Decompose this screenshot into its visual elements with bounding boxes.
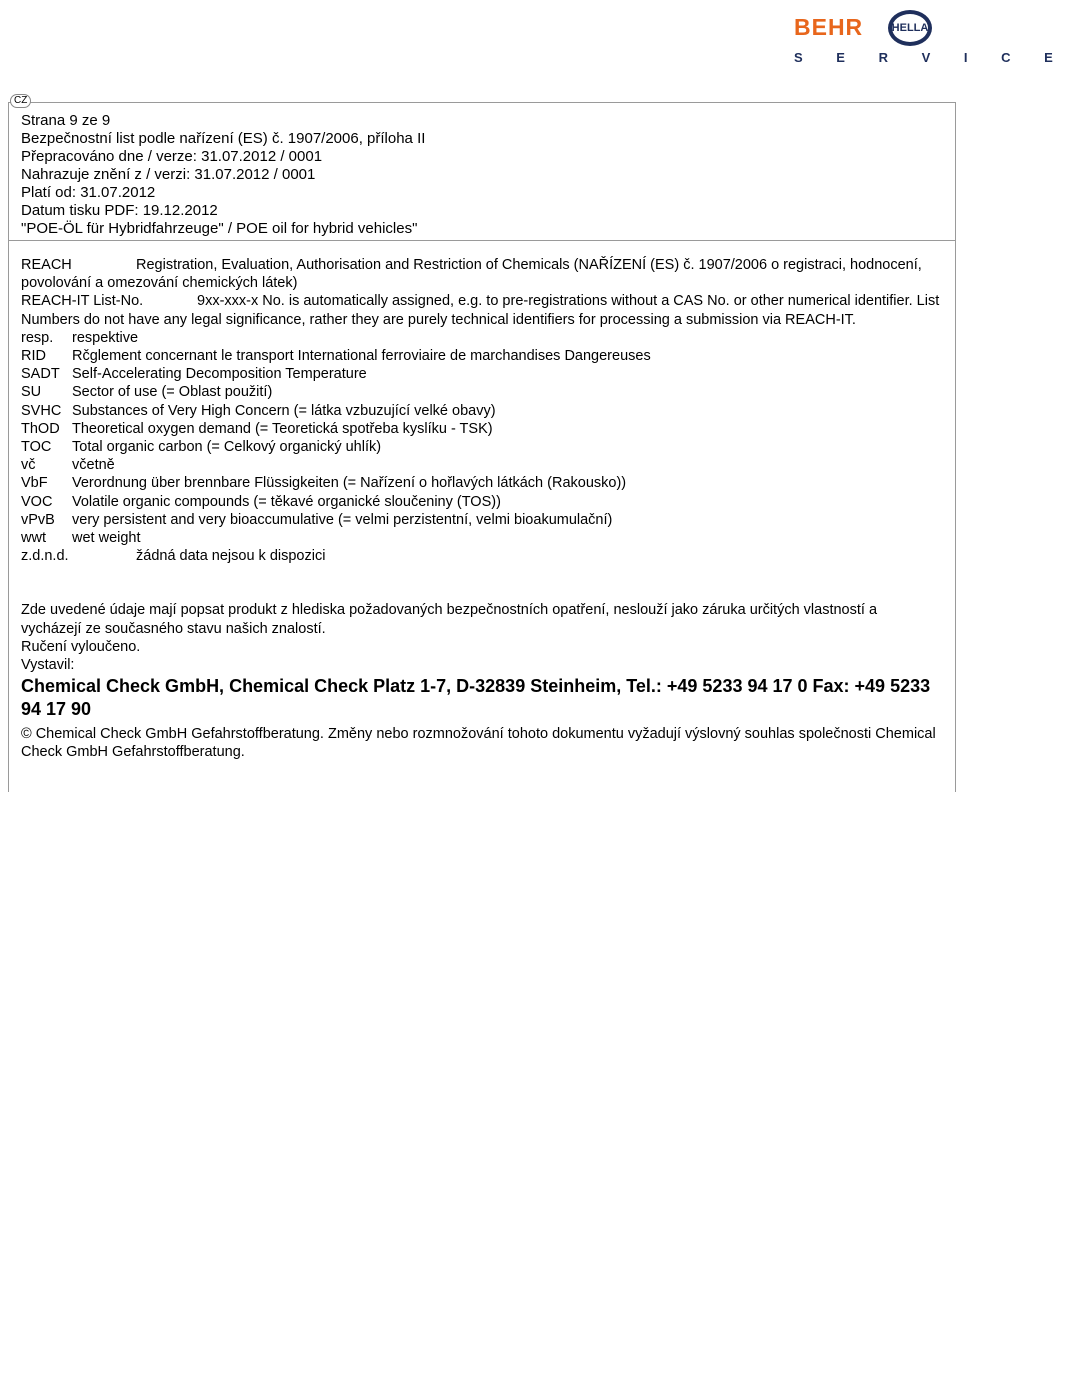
abbreviation: VOC (21, 493, 53, 510)
reach-it-definition (21, 292, 941, 328)
regulation-reference: Bezpečnostní list podle nařízení (ES) č. 1907/2006, příloha II (21, 130, 426, 147)
abbreviation: SU (21, 384, 42, 401)
document-body (21, 256, 941, 762)
definition: Theoretical oxygen demand (= Teoretická spotřeba kyslíku - TSK) (72, 420, 493, 437)
abbreviation-row (21, 511, 941, 529)
abbreviation-row (21, 420, 941, 438)
definition: žádná data nejsou k dispozici (136, 548, 326, 565)
abbreviation: SVHC (21, 402, 62, 419)
hella-logo: HELLA (888, 10, 932, 46)
product-name: "POE-ÖL für Hybridfahrzeuge" / POE oil for hybrid vehicles" (21, 220, 418, 237)
abbreviation-row (21, 329, 941, 347)
behr-logo-text: BEHR (794, 14, 864, 40)
print-date: Datum tisku PDF: 19.12.2012 (21, 202, 218, 219)
definition: Total organic carbon (= Celkový organický uhlík) (72, 439, 382, 456)
abbreviation-row (21, 547, 941, 565)
abbreviation: ThOD (21, 420, 60, 437)
definition: Volatile organic compounds (= těkavé organické sloučeniny (TOS)) (72, 493, 501, 510)
reach-definition (21, 256, 941, 292)
abbreviation-row (21, 493, 941, 511)
abbreviation-row (21, 474, 941, 492)
definition: Self-Accelerating Decomposition Temperature (72, 366, 367, 383)
definition: respektive (72, 329, 139, 346)
definition: Substances of Very High Concern (= látka vzbuzující velké obavy) (72, 402, 496, 419)
document-header (21, 112, 425, 238)
definition: 9xx-xxx-x No. is automatically assigned, e.g. to pre-registrations without a CAS No. or other numerical identifier. List Numbers do not have any legal significance, rather they are purely technical identifiers for processing a submission via REACH-IT. (21, 293, 940, 328)
abbreviation-row (21, 365, 941, 383)
service-logo-text: S E R V I C E (794, 50, 1068, 65)
definition: Sector of use (= Oblast použití) (72, 384, 273, 401)
abbreviation: resp. (21, 329, 54, 346)
abbreviation: SADT (21, 366, 60, 383)
abbreviation-row (21, 347, 941, 365)
definition: Verordnung über brennbare Flüssigkeiten (= Nařízení o hořlavých látkách (Rakousko)) (72, 475, 627, 492)
issuer-company: Chemical Check GmbH, Chemical Check Platz 1-7, D-32839 Steinheim, Tel.: +49 5233 94 17 0 Fax: +49 5233 94 17 90 (21, 676, 931, 720)
abbreviation: vč (21, 457, 36, 474)
definition: very persistent and very bioaccumulative (= velmi perzistentní, velmi bioakumulační) (72, 511, 613, 528)
abbreviation: vPvB (21, 511, 55, 528)
copyright-notice: © Chemical Check GmbH Gefahrstoffberatung. Změny nebo rozmnožování tohoto dokumentu vyžadují výslovný souhlas společnosti Chemical Check GmbH Gefahrstoffberatung. (21, 726, 936, 761)
abbreviation: TOC (21, 439, 52, 456)
issued-by-label: Vystavil: (21, 657, 75, 674)
liability-note: Ručení vyloučeno. (21, 638, 141, 655)
abbreviation: VbF (21, 475, 48, 492)
revision-date: Přepracováno dne / verze: 31.07.2012 / 0001 (21, 148, 323, 165)
abbreviation: wwt (21, 530, 46, 547)
abbreviation-row (21, 402, 941, 420)
definition: včetně (72, 457, 115, 474)
header-divider (8, 240, 956, 241)
valid-from: Platí od: 31.07.2012 (21, 184, 156, 201)
abbreviation-row (21, 529, 941, 547)
behr-hella-service-logo (790, 6, 1068, 66)
abbreviation: z.d.n.d. (21, 548, 69, 565)
replaces-version: Nahrazuje znění z / verzi: 31.07.2012 / 0001 (21, 166, 316, 183)
abbreviation: REACH (21, 257, 72, 273)
disclaimer: Zde uvedené údaje mají popsat produkt z hlediska požadovaných bezpečnostních opatření, neslouží jako záruka určitých vlastností a vycházejí ze současného stavu našich znalostí. (21, 602, 878, 637)
definition: Registration, Evaluation, Authorisation and Restriction of Chemicals (NAŘÍZENÍ (ES) č. 1907/2006 o registraci, hodnocení, povolování a omezování chemických látek) (21, 257, 922, 292)
definition: wet weight (72, 530, 141, 547)
definition: Rčglement concernant le transport International ferroviaire de marchandises Dangereuses (72, 348, 651, 365)
abbreviation: RID (21, 348, 46, 365)
abbreviation-row (21, 456, 941, 474)
country-badge: CZ (10, 94, 31, 108)
abbreviation-list (21, 329, 941, 547)
abbreviation-row (21, 383, 941, 401)
abbreviation: REACH-IT List-No. (21, 293, 144, 310)
abbreviation-row (21, 438, 941, 456)
page-number: Strana 9 ze 9 (21, 112, 111, 129)
